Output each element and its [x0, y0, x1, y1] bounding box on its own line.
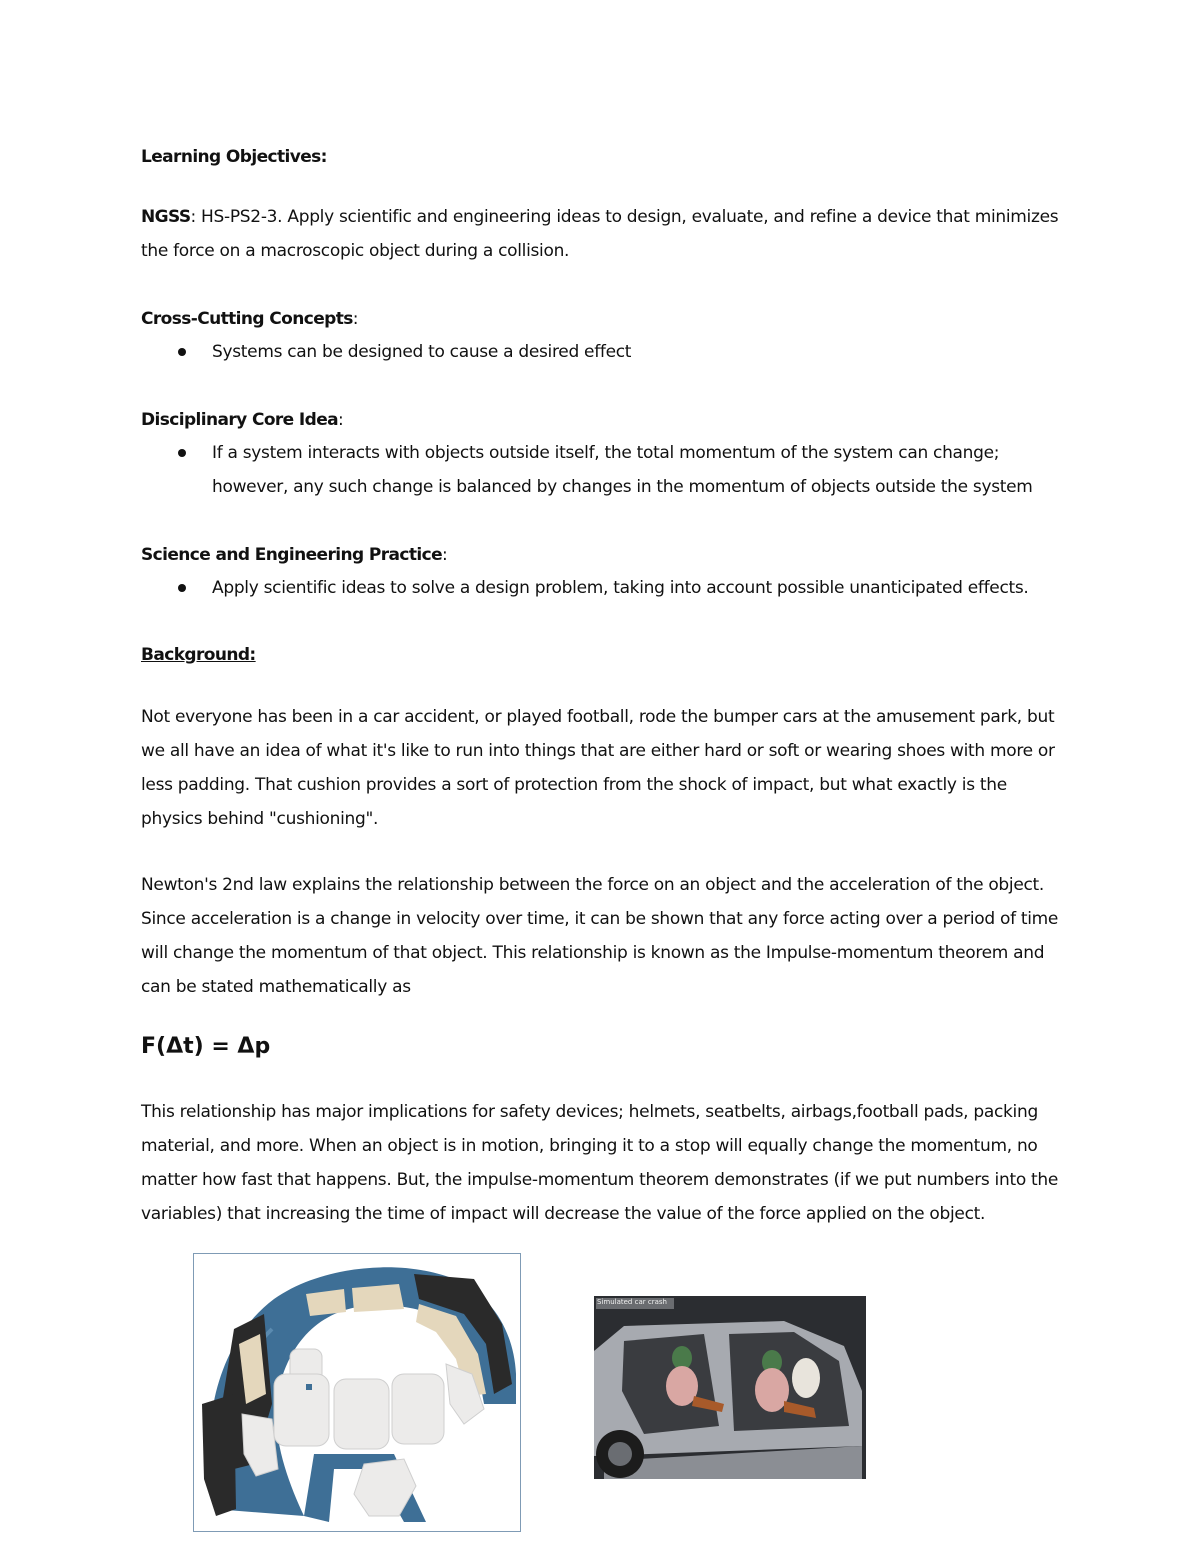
ngss-text: : HS-PS2-3. Apply scientific and engineering ideas to design, evaluate, and refine a device that minimizes the force on a macroscopic object during a collision.	[141, 207, 1059, 261]
practice-heading: Science and Engineering Practice	[141, 545, 442, 565]
background-paragraph-2: Newton's 2nd law explains the relationship between the force on an object and the acceleration of the object. Since acceleration is a change in velocity over time, it can be shown that any force acting over a period of time will change the momentum of that object. This relationship is known as the Impulse-momentum theorem and can be stated mathematically as	[141, 875, 1059, 997]
practice-item: Apply scientific ideas to solve a design problem, taking into account possible unanticipated effects.	[212, 578, 1029, 598]
bullet-dot	[178, 348, 186, 356]
core-idea-colon: :	[338, 410, 344, 430]
background-paragraph-3: This relationship has major implications for safety devices; helmets, seatbelts, airbags,football pads, packing material, and more. When an object is in motion, bringing it to a stop will equally change the momentum, no matter how fast that happens. But, the impulse-momentum theorem demonstrates (if we put numbers into the variables) that increasing the time of impact will decrease the value of the force applied on the object.	[141, 1102, 1059, 1224]
crash-test-illustration	[594, 1296, 866, 1479]
practice-heading-line	[141, 538, 447, 572]
learning-objectives-heading: Learning Objectives:	[141, 147, 327, 167]
cross-cutting-heading: Cross-Cutting Concepts	[141, 309, 353, 329]
bullet-dot	[178, 449, 186, 457]
helmet-illustration	[194, 1254, 520, 1531]
practice-colon: :	[442, 545, 448, 565]
crash-caption: Simulated car crash	[597, 1298, 667, 1306]
core-idea-heading: Disciplinary Core Idea	[141, 410, 339, 430]
background-heading: Background:	[141, 645, 256, 665]
core-idea-heading-line	[141, 403, 343, 437]
ngss-label: NGSS	[141, 207, 191, 227]
helmet-image	[193, 1253, 521, 1532]
ngss-paragraph	[141, 200, 1061, 268]
cross-cutting-heading-line	[141, 302, 358, 336]
bullet-dot	[178, 584, 186, 592]
core-idea-item: If a system interacts with objects outside itself, the total momentum of the system can change; however, any such change is balanced by changes in the momentum of objects outside the system	[212, 443, 1033, 497]
impulse-momentum-formula: F(Δt) = Δp	[141, 1034, 271, 1059]
cross-cutting-item: Systems can be designed to cause a desired effect	[212, 342, 632, 362]
crash-test-image	[594, 1296, 866, 1479]
background-paragraph-1: Not everyone has been in a car accident, or played football, rode the bumper cars at the amusement park, but we all have an idea of what it's like to run into things that are either hard or soft or wearing shoes with more or less padding. That cushion provides a sort of protection from the shock of impact, but what exactly is the physics behind "cushioning".	[141, 707, 1055, 829]
cross-cutting-colon: :	[352, 309, 359, 329]
